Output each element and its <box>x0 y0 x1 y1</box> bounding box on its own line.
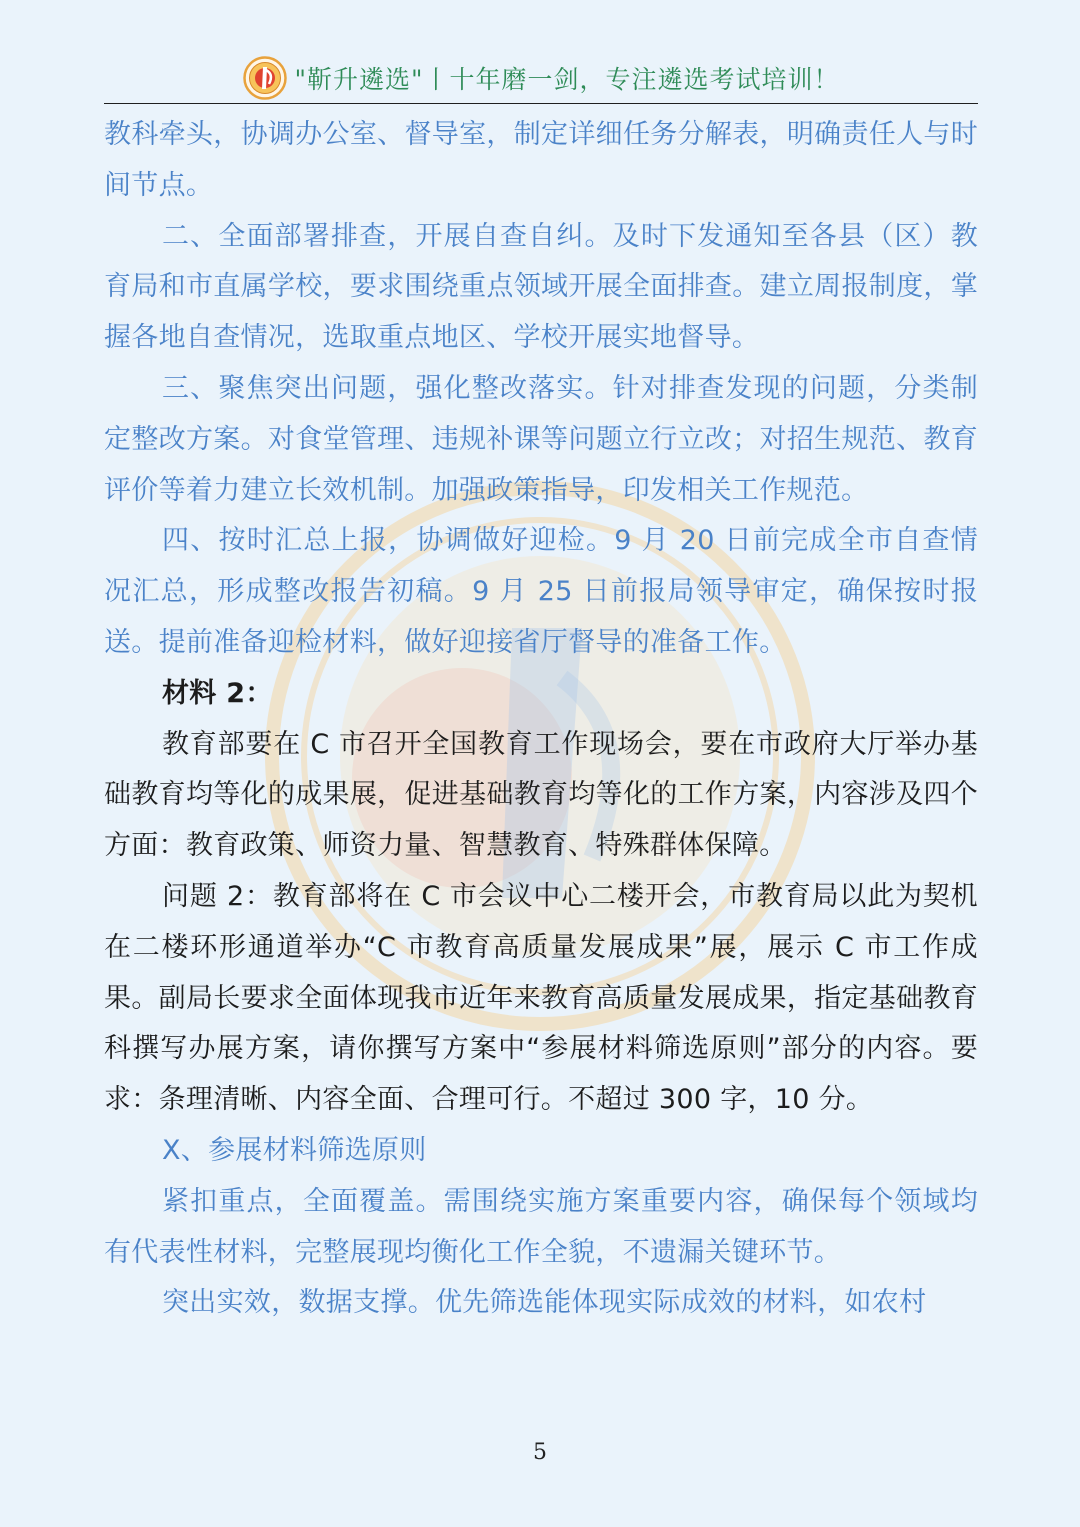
body-paragraph: 四、按时汇总上报，协调做好迎检。9 月 20 日前完成全市自查情况汇总，形成整改报告初稿。9 月 25 日前报局领导审定，确保按时报送。提前准备迎检材料，做好迎接省厅督导的准备工作。 <box>104 525 978 658</box>
section-heading: 材料 2： <box>162 677 273 709</box>
body-paragraph: 教育部要在 C 市召开全国教育工作现场会，要在市政府大厅举办基础教育均等化的成果展，促进基础教育均等化的工作方案，内容涉及四个方面：教育政策、师资力量、智慧教育、特殊群体保障。 <box>104 728 978 862</box>
body-paragraph: 突出实效，数据支撑。优先筛选能体现实际成效的材料，如农村 <box>162 1287 927 1319</box>
body-paragraph: 紧扣重点，全面覆盖。需围绕实施方案重要内容，确保每个领域均有代表性材料，完整展现均衡化工作全貌，不遗漏关键环节。 <box>104 1185 978 1268</box>
answer-heading: X、参展材料筛选原则 <box>162 1134 427 1166</box>
body-paragraph: 教科牵头，协调办公室、督导室，制定详细任务分解表，明确责任人与时间节点。 <box>104 119 978 201</box>
body-paragraph: 二、全面部署排查，开展自查自纠。及时下发通知至各县（区）教育局和市直属学校，要求围绕重点领域开展全面排查。建立周报制度，掌握各地自查情况，选取重点地区、学校开展实地督导。 <box>104 220 978 354</box>
document-body <box>104 110 978 1329</box>
page-number: 5 <box>533 1440 547 1465</box>
page-header <box>104 56 978 104</box>
question-paragraph: 问题 2：教育部将在 C 市会议中心二楼开会，市教育局以此为契机在二楼环形通道举办“C 市教育高质量发展成果”展，展示 C 市工作成果。副局长要求全面体现我市近年来教育高质量发展成果，指定基础教育科撰写办展方案，请你撰写方案中“参展材料筛选原则”部分的内容。要求：条理清晰、内容全面、合理可行。不超过 300 字，10 分。 <box>104 880 978 1116</box>
header-slogan: "靳升遴选"丨十年磨一剑，专注遴选考试培训！ <box>294 64 840 94</box>
organization-seal-logo-icon <box>243 56 287 100</box>
body-paragraph: 三、聚焦突出问题，强化整改落实。针对排查发现的问题，分类制定整改方案。对食堂管理、违规补课等问题立行立改；对招生规范、教育评价等着力建立长效机制。加强政策指导，印发相关工作规范。 <box>104 372 978 506</box>
